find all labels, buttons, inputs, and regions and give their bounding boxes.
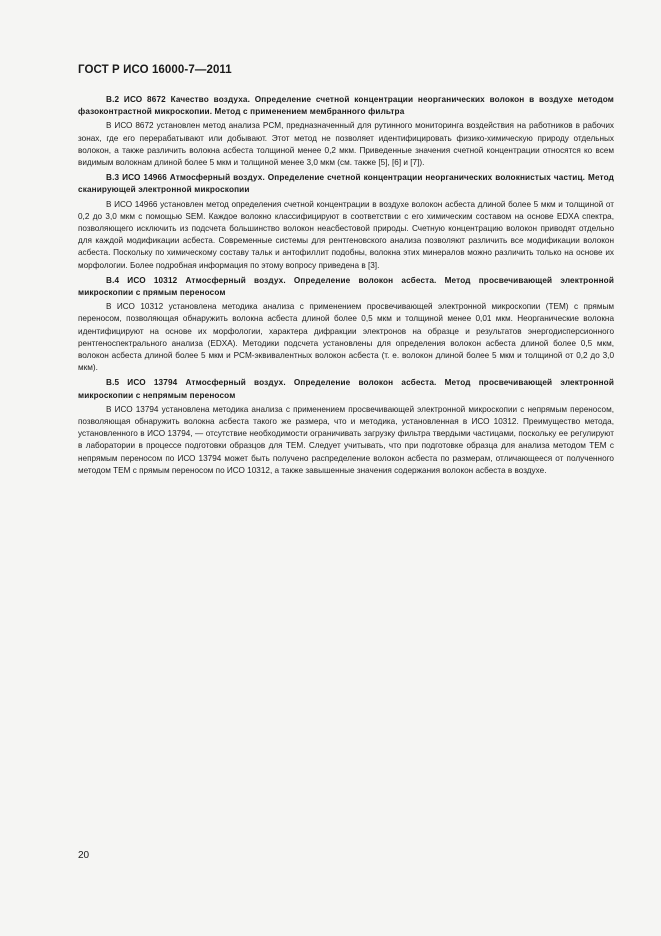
page-number: 20 bbox=[78, 850, 90, 861]
document-body bbox=[78, 94, 614, 480]
paragraph: В ИСО 10312 установлена методика анализа с применением просвечивающей электронной микроскопии (TEM) с прямым переносом, позволяющая обнаружить волокна асбеста длиной более 0,5 мкм и толщиной менее 0,01 мкм. Неорганические волокна идентифицируют на основе их морфологии, характера дифракции электронов на образце и результатов энергодисперсионного рентгеноспектрального анализа (EDXA). Методики подсчета установлены для определения волокон асбеста длиной более 0,5 мкм, волокон асбеста длиной более 5 мкм и PCM-эквивалентных волокон асбеста (т. е. волокон длиной более 5 мкм и толщиной от 0,2 до 3,0 мкм). bbox=[78, 302, 614, 373]
section-title: B.5 ИСО 13794 Атмосферный воздух. Определение волокон асбеста. Метод просвечивающей электронной микроскопии с непрямым переносом bbox=[78, 378, 614, 400]
section-b2 bbox=[78, 94, 614, 169]
section-title: B.4 ИСО 10312 Атмосферный воздух. Определение волокон асбеста. Метод просвечивающей электронной микроскопии с прямым переносом bbox=[78, 275, 614, 298]
standard-header: ГОСТ Р ИСО 16000-7—2011 bbox=[78, 64, 232, 76]
section-b3 bbox=[78, 172, 614, 272]
section-b4 bbox=[78, 275, 614, 375]
paragraph: В ИСО 8672 установлен метод анализа PCM, предназначенный для рутинного мониторинга воздействия на работников в рабочих зонах, где его перерабатывают или добывают. Этот метод не позволяет идентифицировать физико-химическую природу отдельных волокон, а также различить волокна асбеста толщиной менее 0,2 мкм. Приведенные значения счетной концентрации относятся ко всем видимым волокнам длиной более 5 мкм и толщиной менее 3,0 мкм (см. также [5], [6] и [7]). bbox=[78, 121, 614, 168]
paragraph: В ИСО 14966 установлен метод определения счетной концентрации в воздухе волокон асбеста длиной более 5 мкм и толщиной от 0,2 до 3,0 мкм с помощью SEM. Каждое волокно классифицируют в соответствии с его химическим составом на основе EDXA спектра, позволяющего исключить из подсчета большинство волокон неасбестовой природы. Счетную концентрацию волокон приводят отдельно для каждой модификации асбеста. Современные системы для рентгеновского анализа позволяют различить все модификации волокон асбеста. Поскольку по химическому составу тальк и антофиллит подобны, волокна этих минералов можно различить только на основе их морфологии. Более подробная информация по этому вопросу приведена в [3]. bbox=[78, 199, 614, 270]
paragraph: В ИСО 13794 установлена методика анализа с применением просвечивающей электронной микроскопии с непрямым переносом, позволяющая обнаружить волокна асбеста такого же размера, что и методика, установленная в ИСО 10312. Преимущество метода, установленного в ИСО 13794, — отсутствие необходимости ограничивать загрузку фильтра твердыми частицами, поскольку ее регулируют в лаборатории в процессе подготовки образцов для TEM. Следует учитывать, что при подготовке образца для анализа методом TEM с непрямым переносом по ИСО 13794 может быть получено распределение волокон асбеста по размерам, отличающееся от полученного методом TEM с прямым переносом по ИСО 10312, а также завышенные значения содержания волокон асбеста в воздухе. bbox=[78, 404, 614, 475]
section-title: B.3 ИСО 14966 Атмосферный воздух. Определение счетной концентрации неорганических волокнистых частиц. Метод сканирующей электронной микроскопии bbox=[78, 173, 614, 195]
section-title: B.2 ИСО 8672 Качество воздуха. Определение счетной концентрации неорганических волокон в воздухе методом фазоконтрастной микроскопии. Метод с применением мембранного фильтра bbox=[78, 95, 614, 117]
section-b5 bbox=[78, 377, 614, 477]
